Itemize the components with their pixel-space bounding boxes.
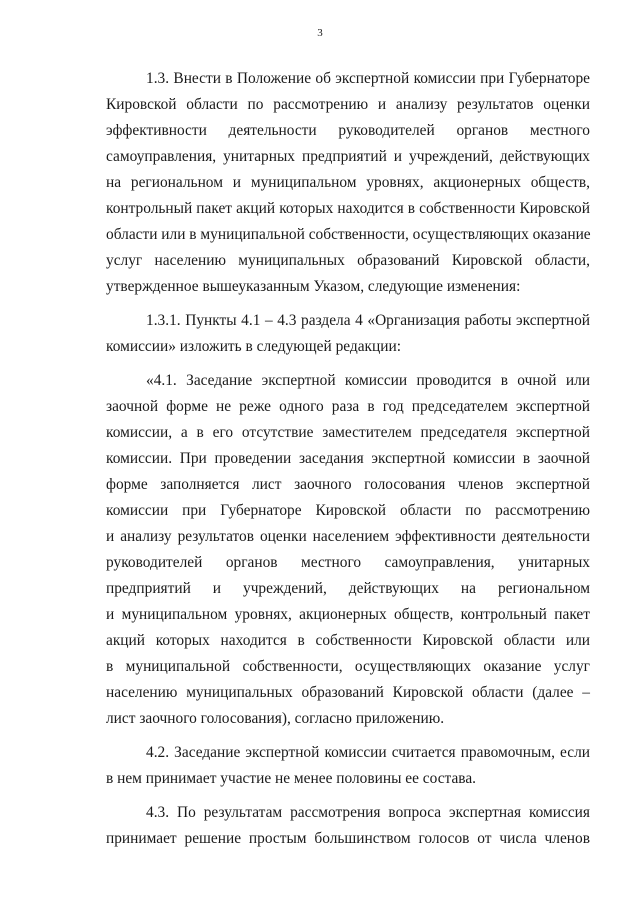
text-line: форме заполняется лист заочного голосования членов экспертной bbox=[106, 476, 590, 493]
text-line: 1.3. Внести в Положение об экспертной комиссии при Губернаторе bbox=[146, 70, 590, 87]
paragraph-spacer bbox=[106, 300, 590, 308]
paragraph-1-3 bbox=[106, 66, 590, 300]
text-line: комиссии при Губернаторе Кировской области по рассмотрению bbox=[106, 502, 590, 519]
text-line: комиссии» изложить в следующей редакции: bbox=[106, 338, 402, 355]
text-line: области или в муниципальной собственности, осуществляющих оказание bbox=[106, 226, 591, 243]
text-line: комиссии. При проведении заседания экспертной комиссии в заочной bbox=[106, 450, 590, 467]
text-line: в нем принимает участие не менее половины ее состава. bbox=[106, 770, 477, 787]
text-line: в муниципальной собственности, осуществляющих оказание услуг bbox=[106, 658, 590, 675]
text-line: утвержденное вышеуказанным Указом, следующие изменения: bbox=[106, 278, 521, 295]
paragraph-4-2 bbox=[106, 740, 590, 792]
text-line: услуг населению муниципальных образований Кировской области, bbox=[106, 252, 590, 269]
text-line: 1.3.1. Пункты 4.1 – 4.3 раздела 4 «Организация работы экспертной bbox=[146, 312, 590, 329]
text-line: 4.3. По результатам рассмотрения вопроса экспертная комиссия bbox=[146, 804, 590, 821]
paragraph-spacer bbox=[106, 360, 590, 368]
text-line: 4.2. Заседание экспертной комиссии считается правомочным, если bbox=[146, 744, 590, 761]
text-line: предприятий и учреждений, действующих на региональном bbox=[106, 580, 590, 597]
text-line: и анализу результатов оценки населением эффективности деятельности bbox=[106, 528, 590, 545]
paragraph-spacer bbox=[106, 792, 590, 800]
text-line: эффективности деятельности руководителей органов местного bbox=[106, 122, 590, 139]
document-body bbox=[106, 66, 590, 852]
text-line: комиссии, а в его отсутствие заместителем председателя экспертной bbox=[106, 424, 590, 441]
text-line: и муниципальном уровнях, акционерных обществ, контрольный пакет bbox=[106, 606, 590, 623]
text-line: на региональном и муниципальном уровнях, акционерных обществ, bbox=[106, 174, 590, 191]
text-line: самоуправления, унитарных предприятий и учреждений, действующих bbox=[106, 148, 590, 165]
paragraph-1-3-1 bbox=[106, 308, 590, 360]
paragraph-4-3 bbox=[106, 800, 590, 852]
text-line: населению муниципальных образований Кировской области (далее – bbox=[106, 684, 590, 701]
text-line: «4.1. Заседание экспертной комиссии проводится в очной или bbox=[146, 372, 590, 389]
text-line: заочной форме не реже одного раза в год председателем экспертной bbox=[106, 398, 590, 415]
text-line: руководителей органов местного самоуправления, унитарных bbox=[106, 554, 590, 571]
text-line: контрольный пакет акций которых находится в собственности Кировской bbox=[106, 200, 590, 217]
text-line: лист заочного голосования), согласно приложению. bbox=[106, 710, 445, 727]
text-line: акций которых находится в собственности Кировской области или bbox=[106, 632, 590, 649]
text-line: принимает решение простым большинством голосов от числа членов bbox=[106, 830, 590, 847]
text-line: Кировской области по рассмотрению и анализу результатов оценки bbox=[106, 96, 590, 113]
page-number: 3 bbox=[317, 27, 323, 39]
paragraph-spacer bbox=[106, 732, 590, 740]
paragraph-4-1 bbox=[106, 368, 590, 732]
